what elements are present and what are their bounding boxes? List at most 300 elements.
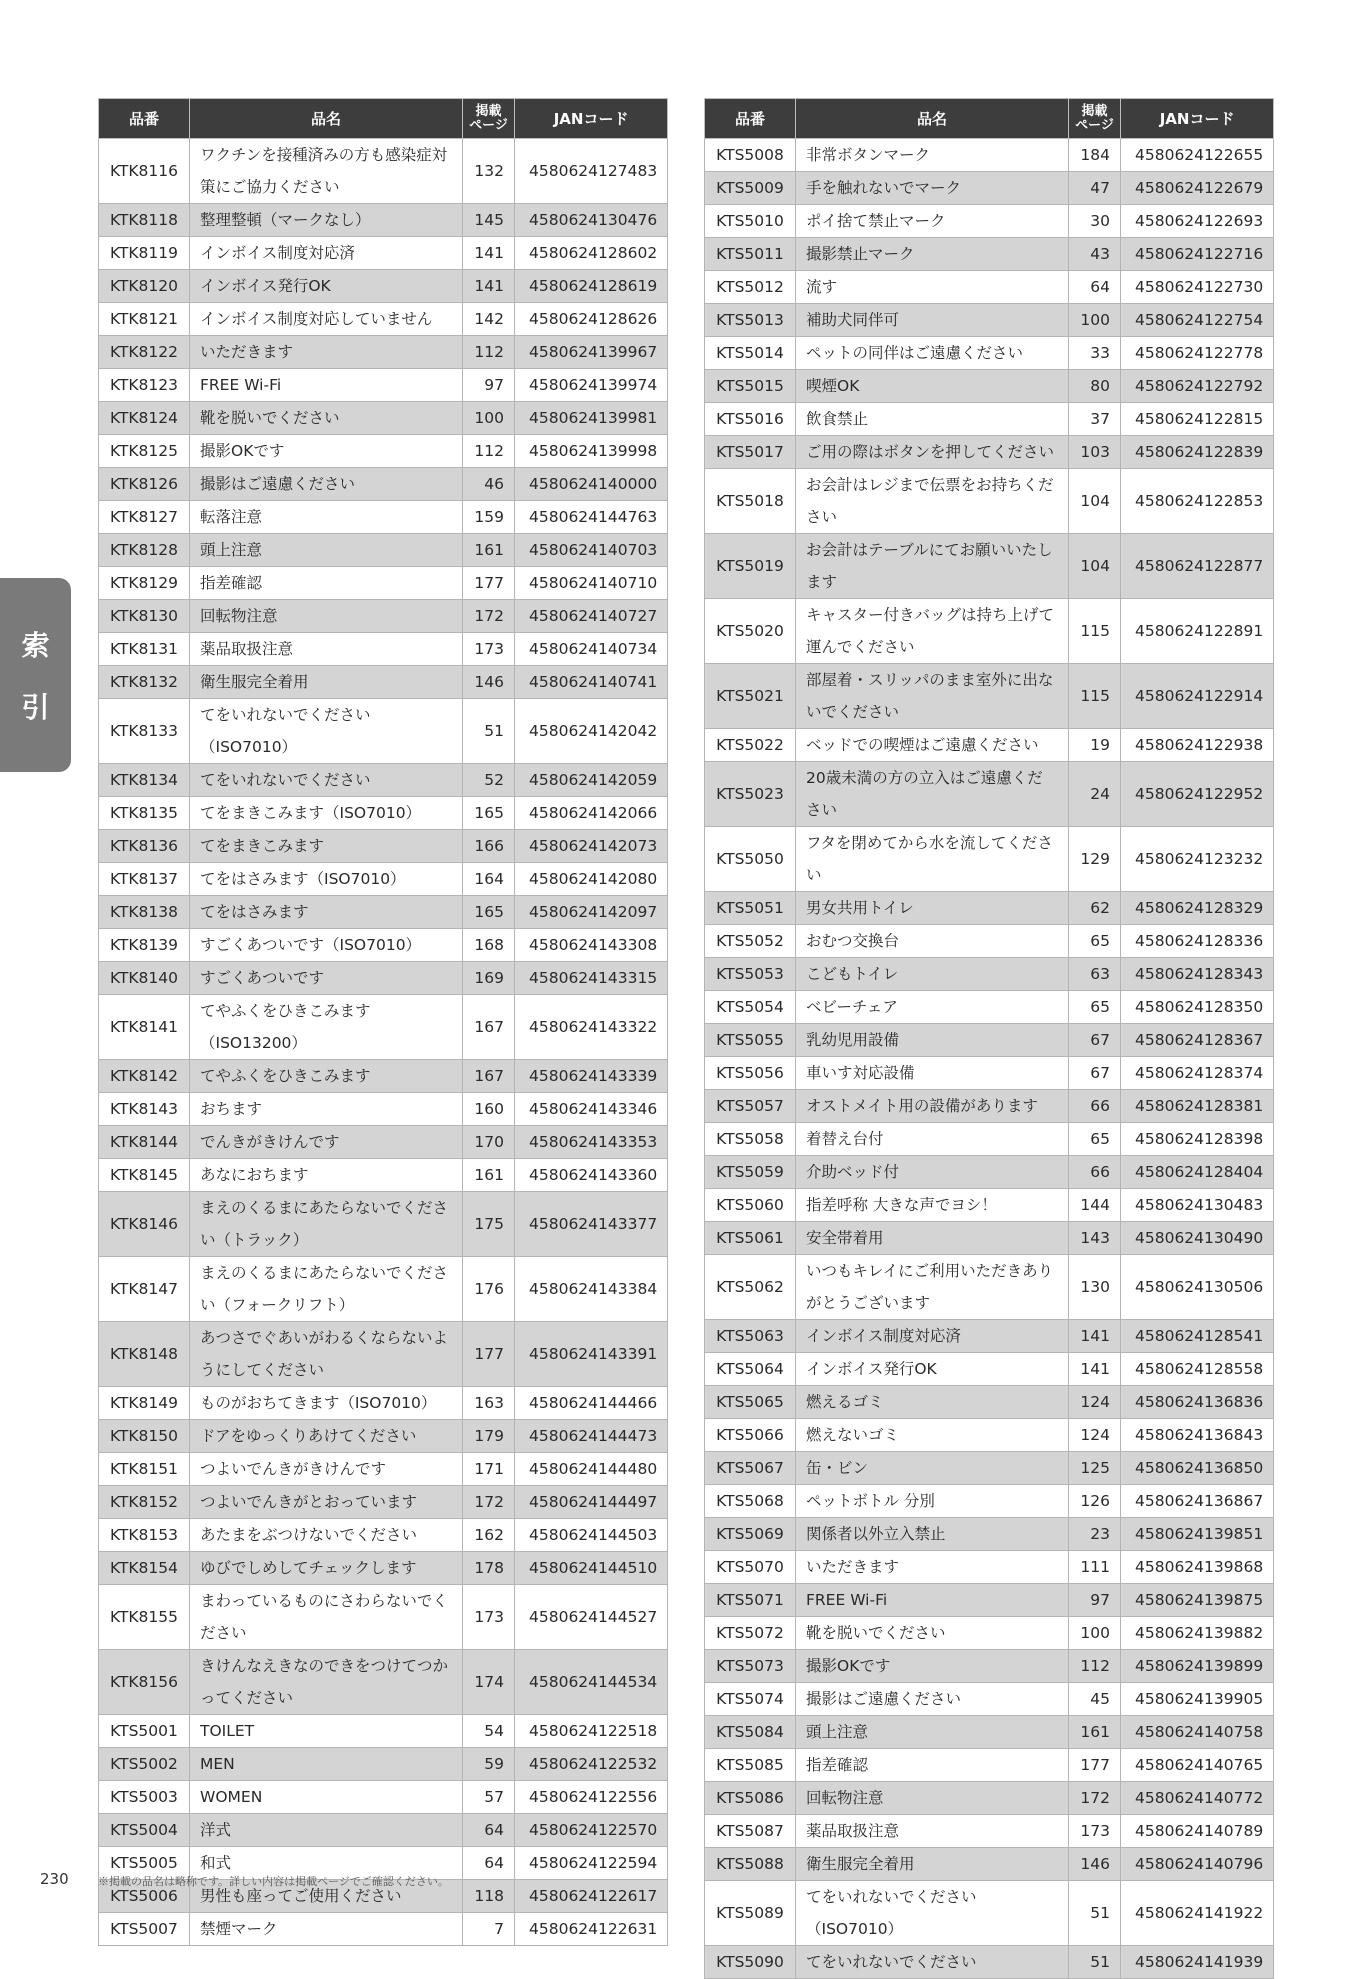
table-row bbox=[99, 962, 668, 995]
row-jan: 4580624144503 bbox=[515, 1519, 668, 1552]
row-page: 37 bbox=[1069, 403, 1121, 436]
row-name: きけんなえきなのできをつけてつかってください bbox=[190, 1650, 463, 1715]
table-row bbox=[705, 1255, 1274, 1320]
table-row bbox=[99, 237, 668, 270]
row-code: KTS5020 bbox=[705, 599, 796, 664]
row-jan: 4580624142097 bbox=[515, 896, 668, 929]
row-jan: 4580624140796 bbox=[1121, 1848, 1274, 1881]
row-jan: 4580624140741 bbox=[515, 666, 668, 699]
table-row bbox=[99, 139, 668, 204]
row-page: 51 bbox=[463, 699, 515, 764]
row-jan: 4580624143308 bbox=[515, 929, 668, 962]
row-jan: 4580624142073 bbox=[515, 830, 668, 863]
row-code: KTK8127 bbox=[99, 501, 190, 534]
row-name: 禁煙マーク bbox=[190, 1913, 463, 1946]
row-code: KTK8154 bbox=[99, 1552, 190, 1585]
row-page: 100 bbox=[1069, 1617, 1121, 1650]
table-row bbox=[705, 1320, 1274, 1353]
row-code: KTS5067 bbox=[705, 1452, 796, 1485]
table-row bbox=[99, 336, 668, 369]
row-name: ペットの同伴はご遠慮ください bbox=[796, 337, 1069, 370]
row-jan: 4580624140765 bbox=[1121, 1749, 1274, 1782]
row-jan: 4580624144466 bbox=[515, 1387, 668, 1420]
row-page: 161 bbox=[463, 534, 515, 567]
row-jan: 4580624139851 bbox=[1121, 1518, 1274, 1551]
row-page: 54 bbox=[463, 1715, 515, 1748]
table-row bbox=[705, 1452, 1274, 1485]
row-jan: 4580624128619 bbox=[515, 270, 668, 303]
header-page-line1: 掲載 bbox=[475, 103, 502, 119]
table-row bbox=[99, 1715, 668, 1748]
row-page: 164 bbox=[463, 863, 515, 896]
row-name: 指差呼称 大きな声でヨシ！ bbox=[796, 1189, 1069, 1222]
row-name: インボイス制度対応済 bbox=[796, 1320, 1069, 1353]
row-page: 177 bbox=[463, 567, 515, 600]
row-page: 165 bbox=[463, 896, 515, 929]
table-row bbox=[705, 1683, 1274, 1716]
row-name: つよいでんきがきけんです bbox=[190, 1453, 463, 1486]
row-code: KTS5059 bbox=[705, 1156, 796, 1189]
row-code: KTK8124 bbox=[99, 402, 190, 435]
row-name: ベビーチェア bbox=[796, 991, 1069, 1024]
row-page: 146 bbox=[1069, 1848, 1121, 1881]
row-page: 173 bbox=[463, 633, 515, 666]
row-name: ゆびでしめしてチェックします bbox=[190, 1552, 463, 1585]
row-name: 衛生服完全着用 bbox=[190, 666, 463, 699]
row-code: KTS5088 bbox=[705, 1848, 796, 1881]
row-code: KTS5018 bbox=[705, 469, 796, 534]
table-row bbox=[705, 1222, 1274, 1255]
row-page: 65 bbox=[1069, 1123, 1121, 1156]
row-jan: 4580624128381 bbox=[1121, 1090, 1274, 1123]
row-name: 回転物注意 bbox=[796, 1782, 1069, 1815]
row-page: 174 bbox=[463, 1650, 515, 1715]
row-code: KTS5015 bbox=[705, 370, 796, 403]
row-name: いただきます bbox=[796, 1551, 1069, 1584]
row-jan: 4580624122594 bbox=[515, 1847, 668, 1880]
table-row bbox=[99, 699, 668, 764]
table-body-right bbox=[705, 139, 1274, 1979]
row-jan: 4580624144510 bbox=[515, 1552, 668, 1585]
row-page: 141 bbox=[463, 270, 515, 303]
table-row bbox=[705, 1749, 1274, 1782]
row-name: つよいでんきがとおっています bbox=[190, 1486, 463, 1519]
table-row bbox=[705, 238, 1274, 271]
row-jan: 4580624128336 bbox=[1121, 925, 1274, 958]
row-code: KTK8144 bbox=[99, 1126, 190, 1159]
row-name: 介助ベッド付 bbox=[796, 1156, 1069, 1189]
row-name: てをいれないでください bbox=[796, 1946, 1069, 1979]
table-row bbox=[99, 303, 668, 336]
row-page: 171 bbox=[463, 1453, 515, 1486]
table-row bbox=[99, 764, 668, 797]
row-code: KTS5013 bbox=[705, 304, 796, 337]
row-code: KTK8137 bbox=[99, 863, 190, 896]
row-code: KTS5006 bbox=[99, 1880, 190, 1913]
row-page: 23 bbox=[1069, 1518, 1121, 1551]
table-header-row bbox=[705, 99, 1274, 139]
table-row bbox=[99, 435, 668, 468]
row-page: 184 bbox=[1069, 139, 1121, 172]
row-jan: 4580624142059 bbox=[515, 764, 668, 797]
row-page: 175 bbox=[463, 1192, 515, 1257]
row-jan: 4580624136843 bbox=[1121, 1419, 1274, 1452]
row-name: 男性も座ってご使用ください bbox=[190, 1880, 463, 1913]
row-jan: 4580624141939 bbox=[1121, 1946, 1274, 1979]
row-jan: 4580624144534 bbox=[515, 1650, 668, 1715]
row-page: 166 bbox=[463, 830, 515, 863]
row-page: 161 bbox=[463, 1159, 515, 1192]
row-page: 142 bbox=[463, 303, 515, 336]
table-row bbox=[99, 863, 668, 896]
row-jan: 4580624122556 bbox=[515, 1781, 668, 1814]
row-name: 撮影はご遠慮ください bbox=[796, 1683, 1069, 1716]
row-code: KTS5061 bbox=[705, 1222, 796, 1255]
row-jan: 4580624143391 bbox=[515, 1322, 668, 1387]
row-jan: 4580624122952 bbox=[1121, 762, 1274, 827]
row-code: KTK8153 bbox=[99, 1519, 190, 1552]
table-row bbox=[705, 172, 1274, 205]
row-page: 19 bbox=[1069, 729, 1121, 762]
row-code: KTK8138 bbox=[99, 896, 190, 929]
row-name: てをいれないでください（ISO7010） bbox=[796, 1881, 1069, 1946]
row-code: KTS5011 bbox=[705, 238, 796, 271]
row-code: KTS5050 bbox=[705, 827, 796, 892]
row-name: おちます bbox=[190, 1093, 463, 1126]
row-code: KTS5071 bbox=[705, 1584, 796, 1617]
row-page: 132 bbox=[463, 139, 515, 204]
row-code: KTS5002 bbox=[99, 1748, 190, 1781]
row-code: KTS5063 bbox=[705, 1320, 796, 1353]
row-page: 62 bbox=[1069, 892, 1121, 925]
table-row bbox=[99, 896, 668, 929]
row-code: KTS5066 bbox=[705, 1419, 796, 1452]
row-page: 57 bbox=[463, 1781, 515, 1814]
row-jan: 4580624143339 bbox=[515, 1060, 668, 1093]
table-row bbox=[99, 369, 668, 402]
row-page: 168 bbox=[463, 929, 515, 962]
table-row bbox=[705, 1353, 1274, 1386]
row-code: KTK8132 bbox=[99, 666, 190, 699]
row-page: 177 bbox=[463, 1322, 515, 1387]
row-name: 関係者以外立入禁止 bbox=[796, 1518, 1069, 1551]
table-row bbox=[705, 1386, 1274, 1419]
row-page: 115 bbox=[1069, 599, 1121, 664]
row-code: KTK8147 bbox=[99, 1257, 190, 1322]
row-jan: 4580624139981 bbox=[515, 402, 668, 435]
row-name: まえのくるまにあたらないでください（トラック） bbox=[190, 1192, 463, 1257]
row-page: 167 bbox=[463, 1060, 515, 1093]
row-name: インボイス制度対応済 bbox=[190, 237, 463, 270]
header-code: 品番 bbox=[99, 99, 190, 139]
table-row bbox=[705, 271, 1274, 304]
row-page: 47 bbox=[1069, 172, 1121, 205]
row-page: 144 bbox=[1069, 1189, 1121, 1222]
header-name: 品名 bbox=[190, 99, 463, 139]
table-row bbox=[705, 1881, 1274, 1946]
row-name: すごくあついです（ISO7010） bbox=[190, 929, 463, 962]
table-row bbox=[705, 827, 1274, 892]
row-jan: 4580624144480 bbox=[515, 1453, 668, 1486]
table-row bbox=[99, 666, 668, 699]
row-jan: 4580624143322 bbox=[515, 995, 668, 1060]
row-jan: 4580624136850 bbox=[1121, 1452, 1274, 1485]
table-row bbox=[99, 1781, 668, 1814]
row-name: ペットボトル 分別 bbox=[796, 1485, 1069, 1518]
row-page: 178 bbox=[463, 1552, 515, 1585]
row-name: 靴を脱いでください bbox=[796, 1617, 1069, 1650]
footnote: ※掲載の品名は略称です。詳しい内容は掲載ページでご確認ください。 bbox=[98, 1875, 449, 1888]
row-name: キャスター付きバッグは持ち上げて運んでください bbox=[796, 599, 1069, 664]
row-code: KTS5086 bbox=[705, 1782, 796, 1815]
table-row bbox=[99, 633, 668, 666]
row-name: 飲食禁止 bbox=[796, 403, 1069, 436]
table-row bbox=[705, 1551, 1274, 1584]
row-code: KTS5051 bbox=[705, 892, 796, 925]
row-code: KTS5052 bbox=[705, 925, 796, 958]
row-page: 124 bbox=[1069, 1386, 1121, 1419]
row-jan: 4580624128367 bbox=[1121, 1024, 1274, 1057]
row-page: 172 bbox=[1069, 1782, 1121, 1815]
table-row bbox=[705, 1419, 1274, 1452]
row-code: KTS5021 bbox=[705, 664, 796, 729]
row-name: 撮影禁止マーク bbox=[796, 238, 1069, 271]
row-code: KTS5003 bbox=[99, 1781, 190, 1814]
table-row bbox=[99, 1192, 668, 1257]
table-row bbox=[99, 1913, 668, 1946]
row-jan: 4580624140000 bbox=[515, 468, 668, 501]
table-row bbox=[705, 337, 1274, 370]
row-page: 63 bbox=[1069, 958, 1121, 991]
row-code: KTK8126 bbox=[99, 468, 190, 501]
row-name: FREE Wi-Fi bbox=[190, 369, 463, 402]
row-jan: 4580624140789 bbox=[1121, 1815, 1274, 1848]
row-page: 176 bbox=[463, 1257, 515, 1322]
row-page: 24 bbox=[1069, 762, 1121, 827]
row-code: KTK8155 bbox=[99, 1585, 190, 1650]
row-jan: 4580624122938 bbox=[1121, 729, 1274, 762]
row-jan: 4580624127483 bbox=[515, 139, 668, 204]
row-code: KTS5089 bbox=[705, 1881, 796, 1946]
row-name: ベッドでの喫煙はご遠慮ください bbox=[796, 729, 1069, 762]
table-row bbox=[705, 991, 1274, 1024]
row-page: 104 bbox=[1069, 469, 1121, 534]
index-side-tab[interactable] bbox=[0, 578, 71, 772]
row-jan: 4580624122754 bbox=[1121, 304, 1274, 337]
row-name: 流す bbox=[796, 271, 1069, 304]
row-page: 100 bbox=[463, 402, 515, 435]
table-row bbox=[99, 1650, 668, 1715]
table-body-left bbox=[99, 139, 668, 1946]
row-page: 59 bbox=[463, 1748, 515, 1781]
row-jan: 4580624130490 bbox=[1121, 1222, 1274, 1255]
row-page: 118 bbox=[463, 1880, 515, 1913]
row-page: 162 bbox=[463, 1519, 515, 1552]
row-code: KTS5085 bbox=[705, 1749, 796, 1782]
row-jan: 4580624142080 bbox=[515, 863, 668, 896]
row-page: 52 bbox=[463, 764, 515, 797]
row-name: 回転物注意 bbox=[190, 600, 463, 633]
row-code: KTK8139 bbox=[99, 929, 190, 962]
row-jan: 4580624123232 bbox=[1121, 827, 1274, 892]
row-page: 51 bbox=[1069, 1881, 1121, 1946]
row-jan: 4580624142066 bbox=[515, 797, 668, 830]
row-name: てやふくをひきこみます bbox=[190, 1060, 463, 1093]
table-row bbox=[705, 1584, 1274, 1617]
row-jan: 4580624141922 bbox=[1121, 1881, 1274, 1946]
row-name: 着替え台付 bbox=[796, 1123, 1069, 1156]
row-code: KTK8149 bbox=[99, 1387, 190, 1420]
row-page: 112 bbox=[463, 435, 515, 468]
row-code: KTK8120 bbox=[99, 270, 190, 303]
row-code: KTS5014 bbox=[705, 337, 796, 370]
row-page: 33 bbox=[1069, 337, 1121, 370]
row-jan: 4580624128343 bbox=[1121, 958, 1274, 991]
table-row bbox=[705, 1518, 1274, 1551]
table-row bbox=[705, 436, 1274, 469]
row-name: てをまきこみます bbox=[190, 830, 463, 863]
row-page: 97 bbox=[463, 369, 515, 402]
row-name: あたまをぶつけないでください bbox=[190, 1519, 463, 1552]
table-row bbox=[705, 664, 1274, 729]
row-name: 喫煙OK bbox=[796, 370, 1069, 403]
row-page: 112 bbox=[463, 336, 515, 369]
row-page: 67 bbox=[1069, 1057, 1121, 1090]
row-name: 20歳未満の方の立入はご遠慮ください bbox=[796, 762, 1069, 827]
row-jan: 4580624140772 bbox=[1121, 1782, 1274, 1815]
row-jan: 4580624122617 bbox=[515, 1880, 668, 1913]
row-jan: 4580624140703 bbox=[515, 534, 668, 567]
row-jan: 4580624122655 bbox=[1121, 139, 1274, 172]
table-row bbox=[705, 1156, 1274, 1189]
table-row bbox=[99, 1748, 668, 1781]
row-name: お会計はテーブルにてお願いいたします bbox=[796, 534, 1069, 599]
table-row bbox=[705, 1617, 1274, 1650]
table-row bbox=[705, 1716, 1274, 1749]
row-name: 指差確認 bbox=[796, 1749, 1069, 1782]
row-code: KTK8141 bbox=[99, 995, 190, 1060]
row-jan: 4580624143377 bbox=[515, 1192, 668, 1257]
row-name: 頭上注意 bbox=[796, 1716, 1069, 1749]
row-name: てをいれないでください bbox=[190, 764, 463, 797]
table-row bbox=[99, 1257, 668, 1322]
row-name: インボイス発行OK bbox=[796, 1353, 1069, 1386]
row-code: KTK8121 bbox=[99, 303, 190, 336]
row-page: 43 bbox=[1069, 238, 1121, 271]
row-jan: 4580624128350 bbox=[1121, 991, 1274, 1024]
table-row bbox=[705, 925, 1274, 958]
row-jan: 4580624139868 bbox=[1121, 1551, 1274, 1584]
row-code: KTS5065 bbox=[705, 1386, 796, 1419]
row-name: お会計はレジまで伝票をお持ちください bbox=[796, 469, 1069, 534]
row-code: KTS5007 bbox=[99, 1913, 190, 1946]
row-page: 170 bbox=[463, 1126, 515, 1159]
row-code: KTS5084 bbox=[705, 1716, 796, 1749]
row-code: KTS5074 bbox=[705, 1683, 796, 1716]
row-jan: 4580624122570 bbox=[515, 1814, 668, 1847]
row-code: KTS5073 bbox=[705, 1650, 796, 1683]
table-row bbox=[705, 1485, 1274, 1518]
header-page bbox=[1069, 99, 1121, 139]
table-row bbox=[705, 139, 1274, 172]
row-jan: 4580624128329 bbox=[1121, 892, 1274, 925]
table-row bbox=[99, 501, 668, 534]
row-code: KTK8150 bbox=[99, 1420, 190, 1453]
header-page bbox=[463, 99, 515, 139]
row-page: 179 bbox=[463, 1420, 515, 1453]
row-name: FREE Wi-Fi bbox=[796, 1584, 1069, 1617]
table-row bbox=[99, 204, 668, 237]
row-code: KTK8129 bbox=[99, 567, 190, 600]
row-name: WOMEN bbox=[190, 1781, 463, 1814]
row-jan: 4580624122532 bbox=[515, 1748, 668, 1781]
row-name: 撮影OKです bbox=[796, 1650, 1069, 1683]
row-code: KTS5056 bbox=[705, 1057, 796, 1090]
row-name: 非常ボタンマーク bbox=[796, 139, 1069, 172]
table-row bbox=[99, 1552, 668, 1585]
table-row bbox=[705, 1090, 1274, 1123]
row-jan: 4580624130476 bbox=[515, 204, 668, 237]
row-name: ご用の際はボタンを押してください bbox=[796, 436, 1069, 469]
table-row bbox=[705, 599, 1274, 664]
page-number: 230 bbox=[40, 1870, 69, 1888]
row-name: あつさでぐあいがわるくならないようにしてください bbox=[190, 1322, 463, 1387]
table-row bbox=[99, 1060, 668, 1093]
row-code: KTS5053 bbox=[705, 958, 796, 991]
row-code: KTS5062 bbox=[705, 1255, 796, 1320]
row-jan: 4580624143384 bbox=[515, 1257, 668, 1322]
row-code: KTK8128 bbox=[99, 534, 190, 567]
row-name: いつもキレイにご利用いただきありがとうございます bbox=[796, 1255, 1069, 1320]
row-jan: 4580624140727 bbox=[515, 600, 668, 633]
row-page: 169 bbox=[463, 962, 515, 995]
row-jan: 4580624122679 bbox=[1121, 172, 1274, 205]
row-name: まわっているものにさわらないでください bbox=[190, 1585, 463, 1650]
row-page: 145 bbox=[463, 204, 515, 237]
row-page: 172 bbox=[463, 600, 515, 633]
row-name: 部屋着・スリッパのまま室外に出ないでください bbox=[796, 664, 1069, 729]
row-name: ポイ捨て禁止マーク bbox=[796, 205, 1069, 238]
row-code: KTK8136 bbox=[99, 830, 190, 863]
row-page: 45 bbox=[1069, 1683, 1121, 1716]
row-page: 64 bbox=[1069, 271, 1121, 304]
row-jan: 4580624140710 bbox=[515, 567, 668, 600]
table-row bbox=[99, 1585, 668, 1650]
row-code: KTK8142 bbox=[99, 1060, 190, 1093]
table-row bbox=[705, 1848, 1274, 1881]
row-jan: 4580624122877 bbox=[1121, 534, 1274, 599]
row-code: KTK8122 bbox=[99, 336, 190, 369]
row-code: KTS5055 bbox=[705, 1024, 796, 1057]
row-page: 141 bbox=[1069, 1320, 1121, 1353]
header-jan: JANコード bbox=[515, 99, 668, 139]
row-page: 129 bbox=[1069, 827, 1121, 892]
row-page: 146 bbox=[463, 666, 515, 699]
row-code: KTS5001 bbox=[99, 1715, 190, 1748]
row-name: 安全帯着用 bbox=[796, 1222, 1069, 1255]
table-row bbox=[99, 1093, 668, 1126]
table-row bbox=[705, 1123, 1274, 1156]
table-row bbox=[705, 1057, 1274, 1090]
row-jan: 4580624128541 bbox=[1121, 1320, 1274, 1353]
row-name: インボイス発行OK bbox=[190, 270, 463, 303]
row-jan: 4580624130506 bbox=[1121, 1255, 1274, 1320]
row-name: あなにおちます bbox=[190, 1159, 463, 1192]
table-row bbox=[99, 995, 668, 1060]
row-name: ものがおちてきます（ISO7010） bbox=[190, 1387, 463, 1420]
row-page: 97 bbox=[1069, 1584, 1121, 1617]
row-jan: 4580624144473 bbox=[515, 1420, 668, 1453]
